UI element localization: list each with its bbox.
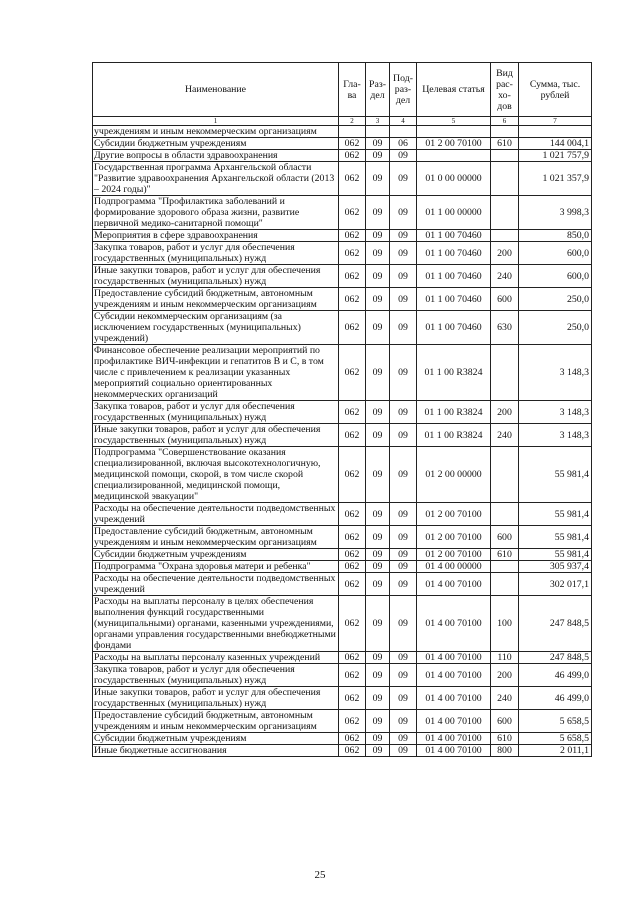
cell-target: 01 4 00 70100 [417,573,491,596]
column-number: 3 [366,117,390,126]
cell-vid [491,503,519,526]
header-podrazdel: Под-раз-дел [390,63,417,117]
cell-sum: 247 848,5 [519,652,592,664]
cell-vid: 610 [491,138,519,150]
cell-vid [491,162,519,196]
page-number: 25 [314,869,326,881]
cell-razdel: 09 [366,311,390,345]
cell-target [417,150,491,162]
cell-name: Иные закупки товаров, работ и услуг для обеспечения государственных (муниципальных) нужд [93,424,339,447]
cell-glava: 062 [339,265,366,288]
cell-podrazdel: 09 [390,288,417,311]
cell-sum: 55 981,4 [519,526,592,549]
cell-name: Субсидии бюджетным учреждениям [93,549,339,561]
cell-name: Закупка товаров, работ и услуг для обеспечения государственных (муниципальных) нужд [93,664,339,687]
cell-name: Государственная программа Архангельской области "Развитие здравоохранения Архангельской области (2013 – 2024 годы)" [93,162,339,196]
cell-razdel: 09 [366,549,390,561]
cell-vid: 100 [491,596,519,652]
cell-podrazdel: 09 [390,162,417,196]
cell-target: 01 1 00 70460 [417,288,491,311]
cell-podrazdel: 09 [390,424,417,447]
cell-name: Расходы на обеспечение деятельности подведомственных учреждений [93,503,339,526]
cell-glava: 062 [339,664,366,687]
cell-podrazdel: 09 [390,311,417,345]
cell-vid [491,573,519,596]
cell-name: Расходы на выплаты персоналу в целях обеспечения выполнения функций государственными (муниципальными) органами, казенными учреждениями, органами управления государственными внебюджетными фондами [93,596,339,652]
cell-podrazdel: 09 [390,573,417,596]
cell-sum: 55 981,4 [519,447,592,503]
table-row [93,265,592,288]
cell-vid [491,196,519,230]
cell-podrazdel: 09 [390,345,417,401]
cell-razdel: 09 [366,561,390,573]
cell-vid: 600 [491,288,519,311]
cell-glava: 062 [339,150,366,162]
column-number-row [93,117,592,126]
cell-name: Мероприятия в сфере здравоохранения [93,230,339,242]
table-row [93,652,592,664]
cell-vid: 110 [491,652,519,664]
cell-razdel: 09 [366,196,390,230]
cell-podrazdel: 09 [390,561,417,573]
cell-razdel: 09 [366,503,390,526]
table-row [93,196,592,230]
cell-sum: 1 021 357,9 [519,162,592,196]
cell-razdel: 09 [366,687,390,710]
cell-razdel: 09 [366,710,390,733]
column-number: 5 [417,117,491,126]
cell-glava: 062 [339,196,366,230]
cell-name: Закупка товаров, работ и услуг для обеспечения государственных (муниципальных) нужд [93,242,339,265]
table-row [93,526,592,549]
cell-glava: 062 [339,503,366,526]
cell-target: 01 1 00 70460 [417,265,491,288]
cell-sum: 302 017,1 [519,573,592,596]
cell-vid [491,561,519,573]
table-row [93,242,592,265]
cell-razdel: 09 [366,573,390,596]
table-row [93,345,592,401]
cell-name: Субсидии бюджетным учреждениям [93,138,339,150]
cell-name: Расходы на выплаты персоналу казенных учреждений [93,652,339,664]
cell-vid: 200 [491,242,519,265]
cell-razdel: 09 [366,447,390,503]
table-row [93,447,592,503]
cell-razdel: 09 [366,345,390,401]
table-row [93,311,592,345]
cell-name: Другие вопросы в области здравоохранения [93,150,339,162]
cell-name: Иные бюджетные ассигнования [93,745,339,757]
cell-target: 01 0 00 00000 [417,162,491,196]
cell-vid: 630 [491,311,519,345]
header-target: Целевая статья [417,63,491,117]
cell-vid: 800 [491,745,519,757]
cell-razdel: 09 [366,526,390,549]
cell-name: Подпрограмма "Совершенствование оказания специализированной, включая высокотехнологичную, медицинской помощи, скорой, в том числе скорой специализированной, медицинской помощи, медицинской эвакуации" [93,447,339,503]
cell-podrazdel: 09 [390,196,417,230]
table-row [93,745,592,757]
cell-vid [491,126,519,138]
cell-target: 01 1 00 70460 [417,242,491,265]
cell-sum: 46 499,0 [519,687,592,710]
cell-podrazdel: 09 [390,596,417,652]
table-row [93,126,592,138]
cell-razdel: 09 [366,138,390,150]
cell-glava: 062 [339,424,366,447]
cell-podrazdel: 09 [390,549,417,561]
cell-target: 01 2 00 00000 [417,447,491,503]
cell-sum: 3 148,3 [519,401,592,424]
table-row [93,401,592,424]
cell-podrazdel: 09 [390,150,417,162]
cell-podrazdel: 09 [390,733,417,745]
cell-sum: 3 148,3 [519,345,592,401]
cell-target: 01 2 00 70100 [417,549,491,561]
cell-sum: 250,0 [519,288,592,311]
cell-razdel: 09 [366,150,390,162]
cell-name: Иные закупки товаров, работ и услуг для обеспечения государственных (муниципальных) нужд [93,687,339,710]
cell-glava: 062 [339,745,366,757]
cell-glava: 062 [339,311,366,345]
cell-glava: 062 [339,687,366,710]
cell-vid: 200 [491,664,519,687]
cell-podrazdel: 09 [390,687,417,710]
table-header-row [93,63,592,117]
table-body [93,126,592,757]
cell-name: Иные закупки товаров, работ и услуг для обеспечения государственных (муниципальных) нужд [93,265,339,288]
cell-vid [491,447,519,503]
cell-razdel: 09 [366,652,390,664]
cell-podrazdel: 09 [390,664,417,687]
cell-target: 01 4 00 70100 [417,733,491,745]
budget-table [92,62,592,757]
column-number: 4 [390,117,417,126]
cell-name: Финансовое обеспечение реализации мероприятий по профилактике ВИЧ-инфекции и гепатитов B и C, в том числе с привлечением к реализации указанных мероприятий социально ориентированных некоммерческих организаций [93,345,339,401]
budget-document [92,62,591,757]
cell-glava: 062 [339,549,366,561]
cell-glava: 062 [339,242,366,265]
column-number: 7 [519,117,592,126]
cell-target: 01 4 00 00000 [417,561,491,573]
cell-razdel: 09 [366,230,390,242]
cell-vid: 200 [491,401,519,424]
cell-sum: 5 658,5 [519,733,592,745]
cell-target: 01 1 00 R3824 [417,345,491,401]
cell-sum: 247 848,5 [519,596,592,652]
column-number: 2 [339,117,366,126]
header-vid: Вид рас-хо-дов [491,63,519,117]
cell-podrazdel: 09 [390,710,417,733]
cell-sum: 46 499,0 [519,664,592,687]
cell-podrazdel: 09 [390,503,417,526]
cell-name: Предоставление субсидий бюджетным, автономным учреждениям и иным некоммерческим организациям [93,288,339,311]
cell-vid: 600 [491,710,519,733]
cell-sum: 5 658,5 [519,710,592,733]
table-row [93,561,592,573]
table-row [93,424,592,447]
cell-razdel: 09 [366,288,390,311]
cell-target: 01 4 00 70100 [417,664,491,687]
cell-razdel: 09 [366,242,390,265]
cell-target: 01 1 00 R3824 [417,401,491,424]
cell-podrazdel: 09 [390,242,417,265]
table-row [93,710,592,733]
cell-vid [491,230,519,242]
cell-razdel: 09 [366,733,390,745]
cell-sum: 305 937,4 [519,561,592,573]
cell-sum [519,126,592,138]
cell-podrazdel: 09 [390,526,417,549]
cell-razdel: 09 [366,265,390,288]
table-row [93,573,592,596]
cell-glava: 062 [339,573,366,596]
table-row [93,162,592,196]
cell-vid [491,345,519,401]
cell-razdel [366,126,390,138]
table-row [93,687,592,710]
cell-vid: 240 [491,687,519,710]
column-number: 1 [93,117,339,126]
cell-sum: 1 021 757,9 [519,150,592,162]
cell-sum: 55 981,4 [519,503,592,526]
cell-name: учреждениям и иным некоммерческим организациям [93,126,339,138]
cell-target: 01 4 00 70100 [417,652,491,664]
cell-sum: 55 981,4 [519,549,592,561]
cell-podrazdel [390,126,417,138]
cell-target: 01 1 00 00000 [417,196,491,230]
cell-glava: 062 [339,733,366,745]
table-row [93,549,592,561]
cell-razdel: 09 [366,664,390,687]
cell-sum: 850,0 [519,230,592,242]
cell-sum: 3 998,3 [519,196,592,230]
cell-vid: 610 [491,733,519,745]
cell-glava: 062 [339,561,366,573]
table-row [93,288,592,311]
cell-glava: 062 [339,596,366,652]
cell-sum: 144 004,1 [519,138,592,150]
cell-target: 01 2 00 70100 [417,526,491,549]
cell-podrazdel: 09 [390,401,417,424]
cell-glava: 062 [339,447,366,503]
cell-target: 01 1 00 70460 [417,230,491,242]
cell-glava: 062 [339,345,366,401]
cell-name: Расходы на обеспечение деятельности подведомственных учреждений [93,573,339,596]
cell-name: Подпрограмма "Профилактика заболеваний и формирование здорового образа жизни, развитие первичной медико-санитарной помощи" [93,196,339,230]
cell-vid: 600 [491,526,519,549]
cell-target: 01 1 00 R3824 [417,424,491,447]
cell-name: Субсидии бюджетным учреждениям [93,733,339,745]
cell-glava: 062 [339,230,366,242]
header-razdel: Раз-дел [366,63,390,117]
header-sum: Сумма, тыс. рублей [519,63,592,117]
cell-glava: 062 [339,652,366,664]
cell-podrazdel: 06 [390,138,417,150]
table-row [93,733,592,745]
cell-vid: 610 [491,549,519,561]
cell-name: Предоставление субсидий бюджетным, автономным учреждениям и иным некоммерческим организациям [93,710,339,733]
cell-target [417,126,491,138]
cell-target: 01 4 00 70100 [417,745,491,757]
table-row [93,664,592,687]
table-row [93,503,592,526]
cell-glava: 062 [339,526,366,549]
cell-podrazdel: 09 [390,230,417,242]
cell-name: Закупка товаров, работ и услуг для обеспечения государственных (муниципальных) нужд [93,401,339,424]
cell-target: 01 2 00 70100 [417,138,491,150]
column-number: 6 [491,117,519,126]
table-row [93,230,592,242]
cell-podrazdel: 09 [390,265,417,288]
cell-name: Субсидии некоммерческим организациям (за исключением государственных (муниципальных) учреждений) [93,311,339,345]
cell-vid: 240 [491,424,519,447]
cell-glava [339,126,366,138]
cell-razdel: 09 [366,596,390,652]
cell-glava: 062 [339,138,366,150]
header-name: Наименование [93,63,339,117]
table-row [93,150,592,162]
cell-razdel: 09 [366,162,390,196]
cell-podrazdel: 09 [390,745,417,757]
cell-sum: 3 148,3 [519,424,592,447]
cell-glava: 062 [339,162,366,196]
cell-name: Подпрограмма "Охрана здоровья матери и ребенка" [93,561,339,573]
cell-target: 01 1 00 70460 [417,311,491,345]
cell-target: 01 2 00 70100 [417,503,491,526]
table-row [93,138,592,150]
cell-razdel: 09 [366,745,390,757]
cell-target: 01 4 00 70100 [417,596,491,652]
cell-glava: 062 [339,401,366,424]
cell-glava: 062 [339,288,366,311]
cell-name: Предоставление субсидий бюджетным, автономным учреждениям и иным некоммерческим организациям [93,526,339,549]
cell-sum: 600,0 [519,265,592,288]
header-glava: Гла-ва [339,63,366,117]
cell-target: 01 4 00 70100 [417,687,491,710]
cell-glava: 062 [339,710,366,733]
cell-target: 01 4 00 70100 [417,710,491,733]
cell-razdel: 09 [366,401,390,424]
cell-sum: 250,0 [519,311,592,345]
cell-vid: 240 [491,265,519,288]
table-row [93,596,592,652]
cell-podrazdel: 09 [390,652,417,664]
cell-sum: 600,0 [519,242,592,265]
cell-sum: 2 011,1 [519,745,592,757]
cell-vid [491,150,519,162]
cell-podrazdel: 09 [390,447,417,503]
cell-razdel: 09 [366,424,390,447]
